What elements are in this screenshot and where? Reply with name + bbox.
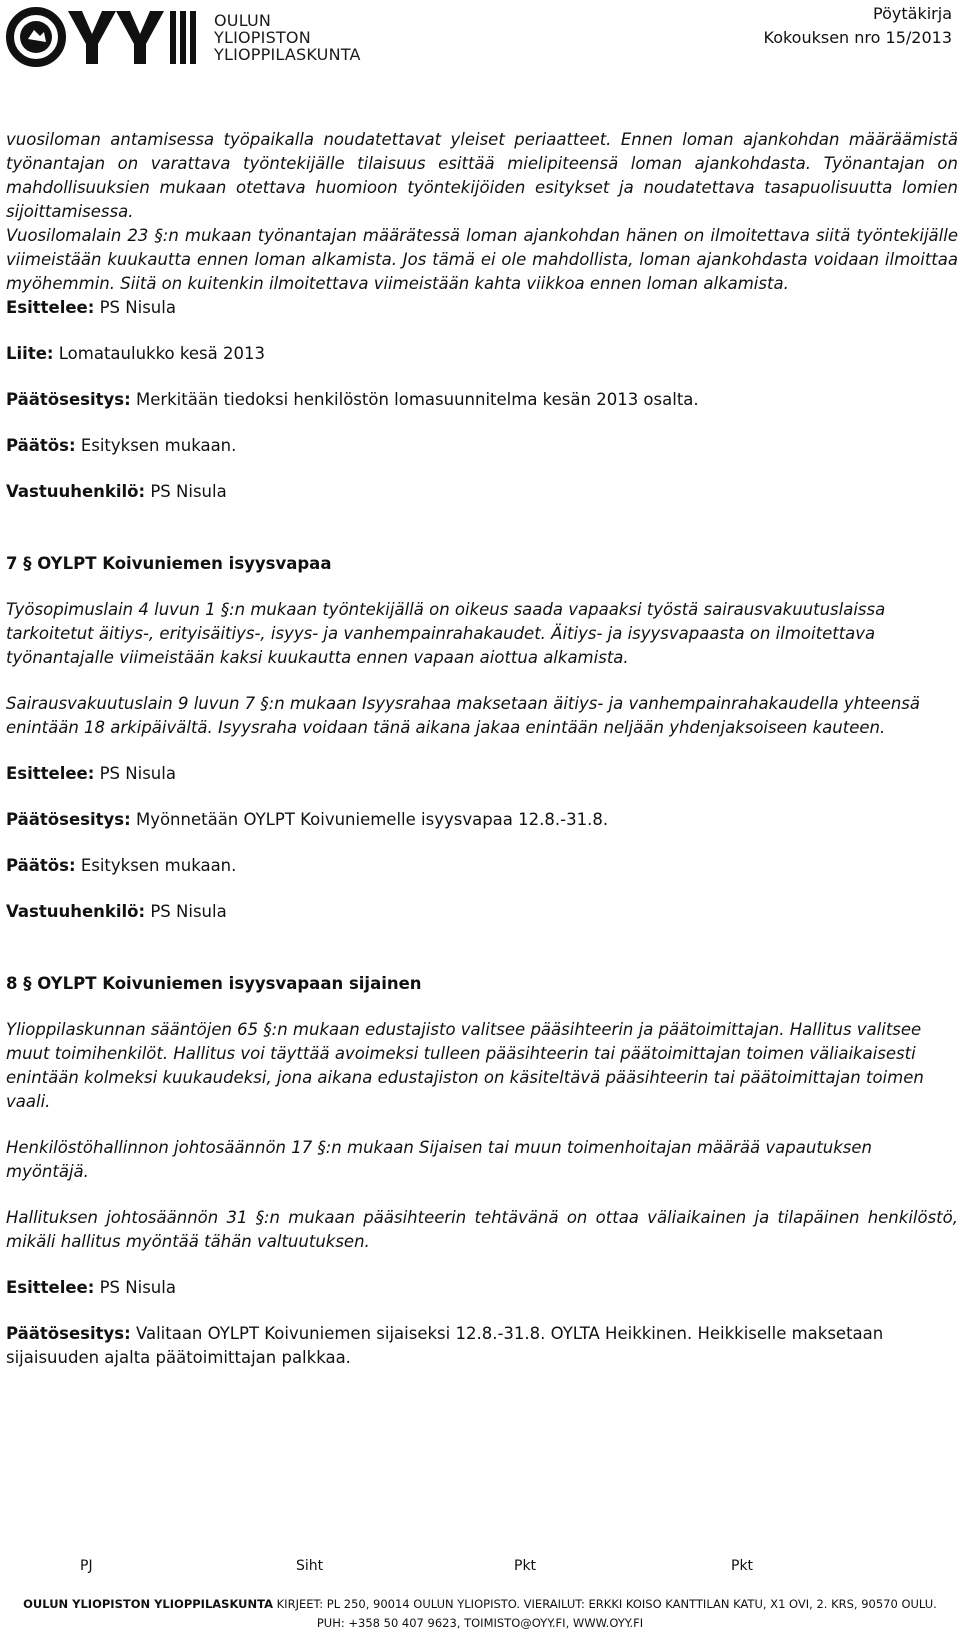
document-type: Pöytäkirja — [873, 4, 952, 23]
decision-label: Päätös: — [6, 856, 76, 875]
oyy-logo-icon — [6, 6, 206, 68]
proposal-value: Myönnetään OYLPT Koivuniemelle isyysvapaa 12.8.-31.8. — [135, 810, 609, 829]
attachment-value: Lomataulukko kesä 2013 — [58, 344, 265, 363]
section7-decision — [6, 854, 958, 878]
responsible-value: PS Nisula — [150, 902, 227, 921]
presenter-label: Esittelee: — [6, 764, 95, 783]
presenter-label: Esittelee: — [6, 298, 95, 317]
section8-paragraph-3: Hallituksen johtosäännön 31 §:n mukaan pääsihteerin tehtävänä on ottaa väliaikainen ja tilapäinen henkilöstö, mikäli hallitus myöntää tähän valtuutuksen. — [6, 1208, 958, 1251]
responsible-label: Vastuuhenkilö: — [6, 902, 146, 921]
section7-paragraph-1: Työsopimuslain 4 luvun 1 §:n mukaan työntekijällä on oikeus saada vapaaksi työstä sairausvakuutuslaissa tarkoitetut äitiys-, erityisäitiys-, isyys- ja vanhempainrahakaudet. Äitiys- ja isyysvapaasta on ilmoitettava työnantajalle viimeistään kaksi kuukautta ennen vapaan aiottua alkamista. — [6, 600, 886, 667]
page-header — [0, 0, 960, 80]
section7-title: 7 § OYLPT Koivuniemen isyysvapaa — [6, 554, 332, 573]
signature-siht: Siht — [296, 1558, 324, 1574]
proposal-label: Päätösesitys: — [6, 1324, 131, 1343]
presenter-name: PS Nisula — [99, 298, 176, 317]
decision-label: Päätös: — [6, 436, 76, 455]
footer-org: OULUN YLIOPISTON YLIOPPILASKUNTA — [23, 1597, 273, 1611]
proposal-label: Päätösesitys: — [6, 810, 131, 829]
signature-pkt-2: Pkt — [731, 1558, 754, 1574]
section7-proposal — [6, 808, 958, 832]
presenter-name: PS Nisula — [99, 1278, 176, 1297]
signature-pj: PJ — [80, 1558, 93, 1574]
signature-pkt-1: Pkt — [514, 1558, 537, 1574]
meeting-number: Kokouksen nro 15/2013 — [763, 28, 952, 47]
attachment-label: Liite: — [6, 344, 54, 363]
logo-line-2: YLIOPISTON — [214, 28, 311, 47]
section6-paragraph-1: vuosiloman antamisessa työpaikalla noudatettavat yleiset periaatteet. Ennen loman ajankohdan määräämistä työnantajan on varattava työntekijälle tilaisuus esittää mielipiteensä loman ajankohdasta. Työnantajan on mahdollisuuksien mukaan otettava huomioon työntekijöiden esitykset ja noudatettava tasapuolisuutta lomien sijoittamisessa. — [6, 130, 958, 221]
section6-proposal — [6, 388, 958, 412]
responsible-label: Vastuuhenkilö: — [6, 482, 146, 501]
document-meta — [764, 2, 953, 50]
section6-attachment — [6, 342, 958, 366]
responsible-value: PS Nisula — [150, 482, 227, 501]
proposal-label: Päätösesitys: — [6, 390, 131, 409]
section6-decision — [6, 434, 958, 458]
footer-address-line — [0, 1595, 960, 1614]
section6-paragraph-2: Vuosilomalain 23 §:n mukaan työnantajan määrätessä loman ajankohdan hänen on ilmoitettava siitä työntekijälle viimeistään kuukautta ennen loman alkamista. Jos tämä ei ole mahdollista, loman ajankohdasta voidaan ilmoittaa myöhemmin. Siitä on kuitenkin ilmoitettava viimeistään kahta viikkoa ennen loman alkamista. — [6, 226, 958, 293]
section8-paragraph-2: Henkilöstöhallinnon johtosäännön 17 §:n mukaan Sijaisen tai muun toimenhoitajan määrää vapautuksen myöntäjä. — [6, 1138, 873, 1181]
document-body — [6, 128, 958, 1370]
section8-title: 8 § OYLPT Koivuniemen isyysvapaan sijainen — [6, 974, 422, 993]
decision-value: Esityksen mukaan. — [80, 856, 237, 875]
section7-responsible — [6, 900, 958, 924]
section7-presenter — [6, 762, 958, 786]
logo-line-1: OULUN — [214, 11, 272, 30]
section8-paragraph-1: Ylioppilaskunnan sääntöjen 65 §:n mukaan edustajisto valitsee pääsihteerin ja päätoimittajan. Hallitus valitsee muut toimihenkilöt. Hallitus voi täyttää avoimeksi tulleen pääsihteerin tai päätoimittajan toimen väliaikaisesti enintään kolmeksi kuukaudeksi, jona aikana edustajiston on käsiteltävä pääsihteerin tai päätoimittajan toimen vaali. — [6, 1020, 924, 1111]
page-footer — [0, 1595, 960, 1633]
signature-row — [0, 1558, 960, 1580]
footer-address: KIRJEET: PL 250, 90014 OULUN YLIOPISTO. VIERAILUT: ERKKI KOISO KANTTILAN KATU, X1 OVI, 2. KRS, 90570 OULU. — [276, 1597, 937, 1611]
decision-value: Esityksen mukaan. — [80, 436, 237, 455]
presenter-label: Esittelee: — [6, 1278, 95, 1297]
logo-line-3: YLIOPPILASKUNTA — [214, 45, 361, 64]
logo-wordmark — [214, 12, 361, 63]
section6-responsible — [6, 480, 958, 504]
footer-contact: PUH: +358 50 407 9623, TOIMISTO@OYY.FI, WWW.OYY.FI — [316, 1616, 644, 1630]
presenter-name: PS Nisula — [99, 764, 176, 783]
section6-presenter — [6, 296, 958, 320]
section8-presenter — [6, 1276, 958, 1300]
section7-paragraph-2: Sairausvakuutuslain 9 luvun 7 §:n mukaan Isyysrahaa maksetaan äitiys- ja vanhempainrahakaudella yhteensä enintään 18 arkipäivältä. Isyysraha voidaan tänä aikana jakaa enintään neljään yhdenjaksoiseen kauteen. — [6, 694, 921, 737]
section8-proposal — [6, 1322, 958, 1370]
proposal-value: Valitaan OYLPT Koivuniemen sijaiseksi 12.8.-31.8. OYLTA Heikkinen. Heikkiselle maksetaan sijaisuuden ajalta päätoimittajan palkkaa. — [6, 1324, 884, 1367]
proposal-value: Merkitään tiedoksi henkilöstön lomasuunnitelma kesän 2013 osalta. — [135, 390, 699, 409]
